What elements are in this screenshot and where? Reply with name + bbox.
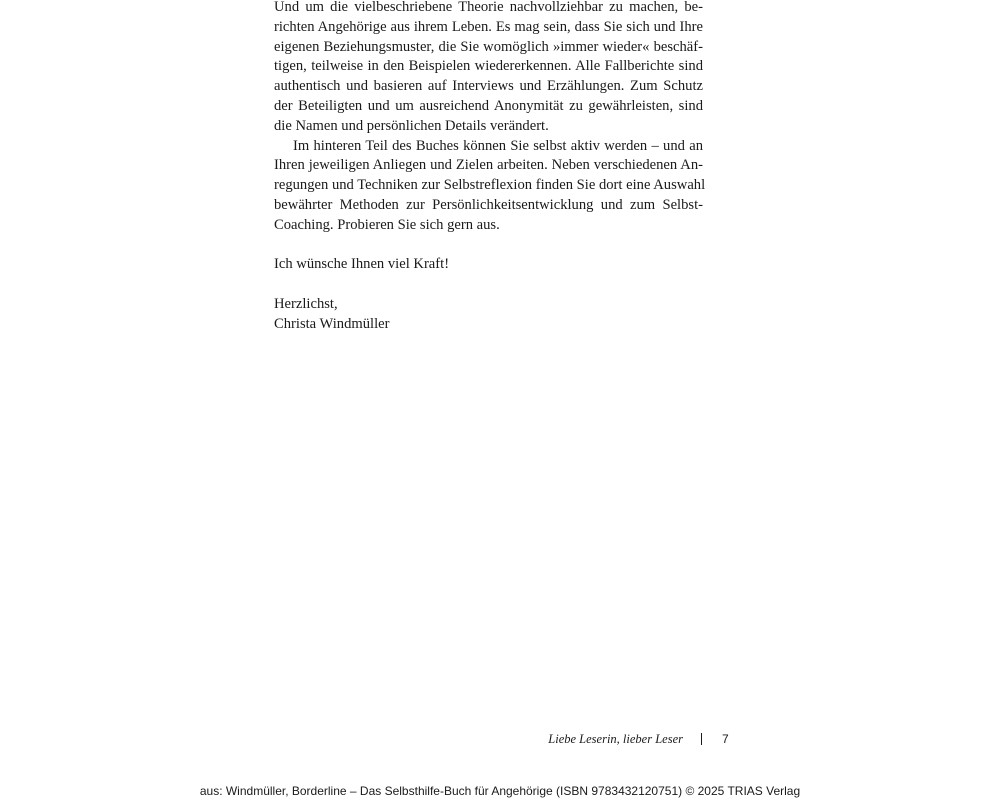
closing-wish: Ich wünsche Ihnen viel Kraft! [274,256,450,273]
text-line: regungen und Techniken zur Selbstreflexion finden Sie dort eine Auswahl [274,177,706,194]
text-line: bewährter Methoden zur Persönlichkeitsentwicklung und zum Selbst- [274,196,703,213]
closing-salutation: Herzlichst, [274,295,338,312]
text-line: Im hinteren Teil des Buches können Sie selbst aktiv werden – und an [293,137,703,154]
running-head: Liebe Leserin, lieber Leser [548,732,683,746]
body-text [274,0,706,335]
paragraph-2 [274,137,706,236]
folio-divider [701,733,702,745]
text-line: tigen, teilweise in den Beispielen wiedererkennen. Alle Fallberichte sind [274,58,703,75]
spacer [274,275,703,295]
spacer [274,236,703,256]
text-line: Und um die vielbeschriebene Theorie nachvollziehbar zu machen, be- [274,0,703,15]
author-signature: Christa Windmüller [274,315,390,332]
text-line: authentisch und basieren auf Interviews und Erzählungen. Zum Schutz [274,78,703,95]
source-citation [0,783,1000,799]
text-line: der Beteiligten und um ausreichend Anonymität zu gewährleisten, sind [274,97,703,114]
text-line: Ihren jeweiligen Anliegen und Zielen arbeiten. Neben verschiedenen An- [274,157,703,174]
source-citation-text: aus: Windmüller, Borderline – Das Selbsthilfe-Buch für Angehörige (ISBN 9783432120751) © 2025 TRIAS Verlag [199,784,801,798]
paragraph-1 [274,0,703,137]
page-number: 7 [722,732,729,746]
text-line: die Namen und persönlichen Details verändert. [274,117,549,134]
text-line: richten Angehörige aus ihrem Leben. Es mag sein, dass Sie sich und Ihre [274,18,703,35]
text-line: Coaching. Probieren Sie sich gern aus. [274,216,500,233]
text-line: eigenen Beziehungsmuster, die Sie womöglich »immer wieder« beschäf- [274,38,703,55]
